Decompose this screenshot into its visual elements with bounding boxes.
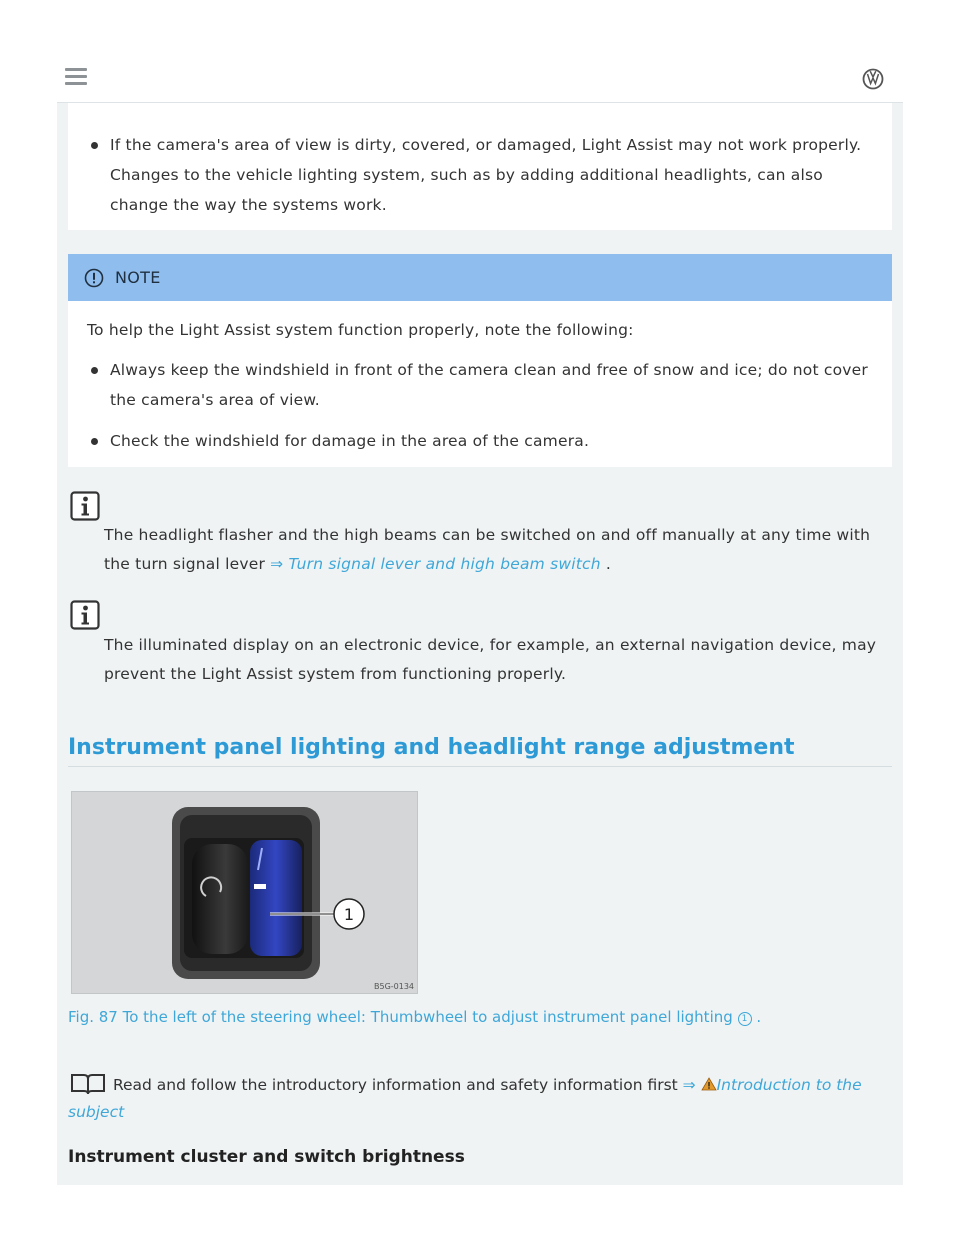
hamburger-menu-icon[interactable] bbox=[65, 68, 87, 86]
subheading: Instrument cluster and switch brightness bbox=[68, 1147, 465, 1167]
thumbwheel-illustration bbox=[72, 792, 417, 993]
read-arrow: ⇒ bbox=[682, 1076, 696, 1094]
info1-end: . bbox=[605, 555, 612, 573]
caption-text: Fig. 87 To the left of the steering wheel: Thumbwheel to adjust instrument panel lighting bbox=[68, 1008, 733, 1026]
info-icon bbox=[70, 491, 100, 521]
thumbwheel-figure bbox=[71, 791, 418, 994]
note-body bbox=[68, 301, 892, 467]
link-text: Turn signal lever and high beam switch bbox=[288, 555, 601, 573]
section-title: Instrument panel lighting and headlight range adjustment bbox=[68, 735, 795, 760]
vw-logo-icon[interactable] bbox=[862, 68, 884, 90]
link-arrow: ⇒ bbox=[270, 555, 284, 573]
info2-line1: The illuminated display on an electronic device, for example, an external navigation device, may bbox=[104, 636, 877, 654]
exclamation-circle-icon bbox=[84, 268, 104, 288]
bullet-icon bbox=[91, 142, 98, 149]
caption-marker: 1 bbox=[741, 1014, 748, 1024]
figure-callout: 1 bbox=[343, 905, 355, 924]
read-link-line2: subject bbox=[68, 1103, 125, 1121]
top-bar bbox=[57, 0, 903, 103]
open-book-icon bbox=[68, 1072, 108, 1096]
figure-caption bbox=[68, 1008, 761, 1026]
read-text: Read and follow the introductory information and safety information first bbox=[112, 1076, 678, 1094]
note-line: Always keep the windshield in front of the camera clean and free of snow and ice; do not cover bbox=[110, 361, 868, 379]
info1-line2 bbox=[104, 549, 611, 579]
info1-line1: The headlight flasher and the high beams can be switched on and off manually at any time with bbox=[104, 526, 871, 544]
warning-line: If the camera's area of view is dirty, covered, or damaged, Light Assist may not work properly. bbox=[110, 136, 862, 154]
turn-signal-link[interactable] bbox=[270, 555, 606, 573]
note-line: Check the windshield for damage in the area of the camera. bbox=[110, 432, 590, 450]
warning-triangle-icon bbox=[701, 1077, 717, 1091]
title-divider bbox=[68, 766, 892, 767]
caption-marker-icon bbox=[738, 1012, 752, 1026]
caption-end: . bbox=[756, 1008, 762, 1026]
figure-code: B5G-0134 bbox=[374, 982, 415, 991]
bullet-icon bbox=[91, 438, 98, 445]
note-header bbox=[68, 254, 892, 301]
note-title: NOTE bbox=[115, 268, 161, 287]
read-follow-text bbox=[68, 1072, 892, 1126]
warning-line: Changes to the vehicle lighting system, such as by adding additional headlights, can also bbox=[110, 166, 823, 184]
info-icon bbox=[70, 600, 100, 630]
info1-text: the turn signal lever bbox=[104, 555, 266, 573]
info2-line2: prevent the Light Assist system from functioning properly. bbox=[104, 665, 567, 683]
note-intro: To help the Light Assist system function properly, note the following: bbox=[87, 321, 634, 339]
bullet-icon bbox=[91, 367, 98, 374]
read-link-line1: Introduction to the bbox=[716, 1076, 862, 1094]
note-line: the camera's area of view. bbox=[110, 391, 320, 409]
warning-line: change the way the systems work. bbox=[110, 196, 387, 214]
